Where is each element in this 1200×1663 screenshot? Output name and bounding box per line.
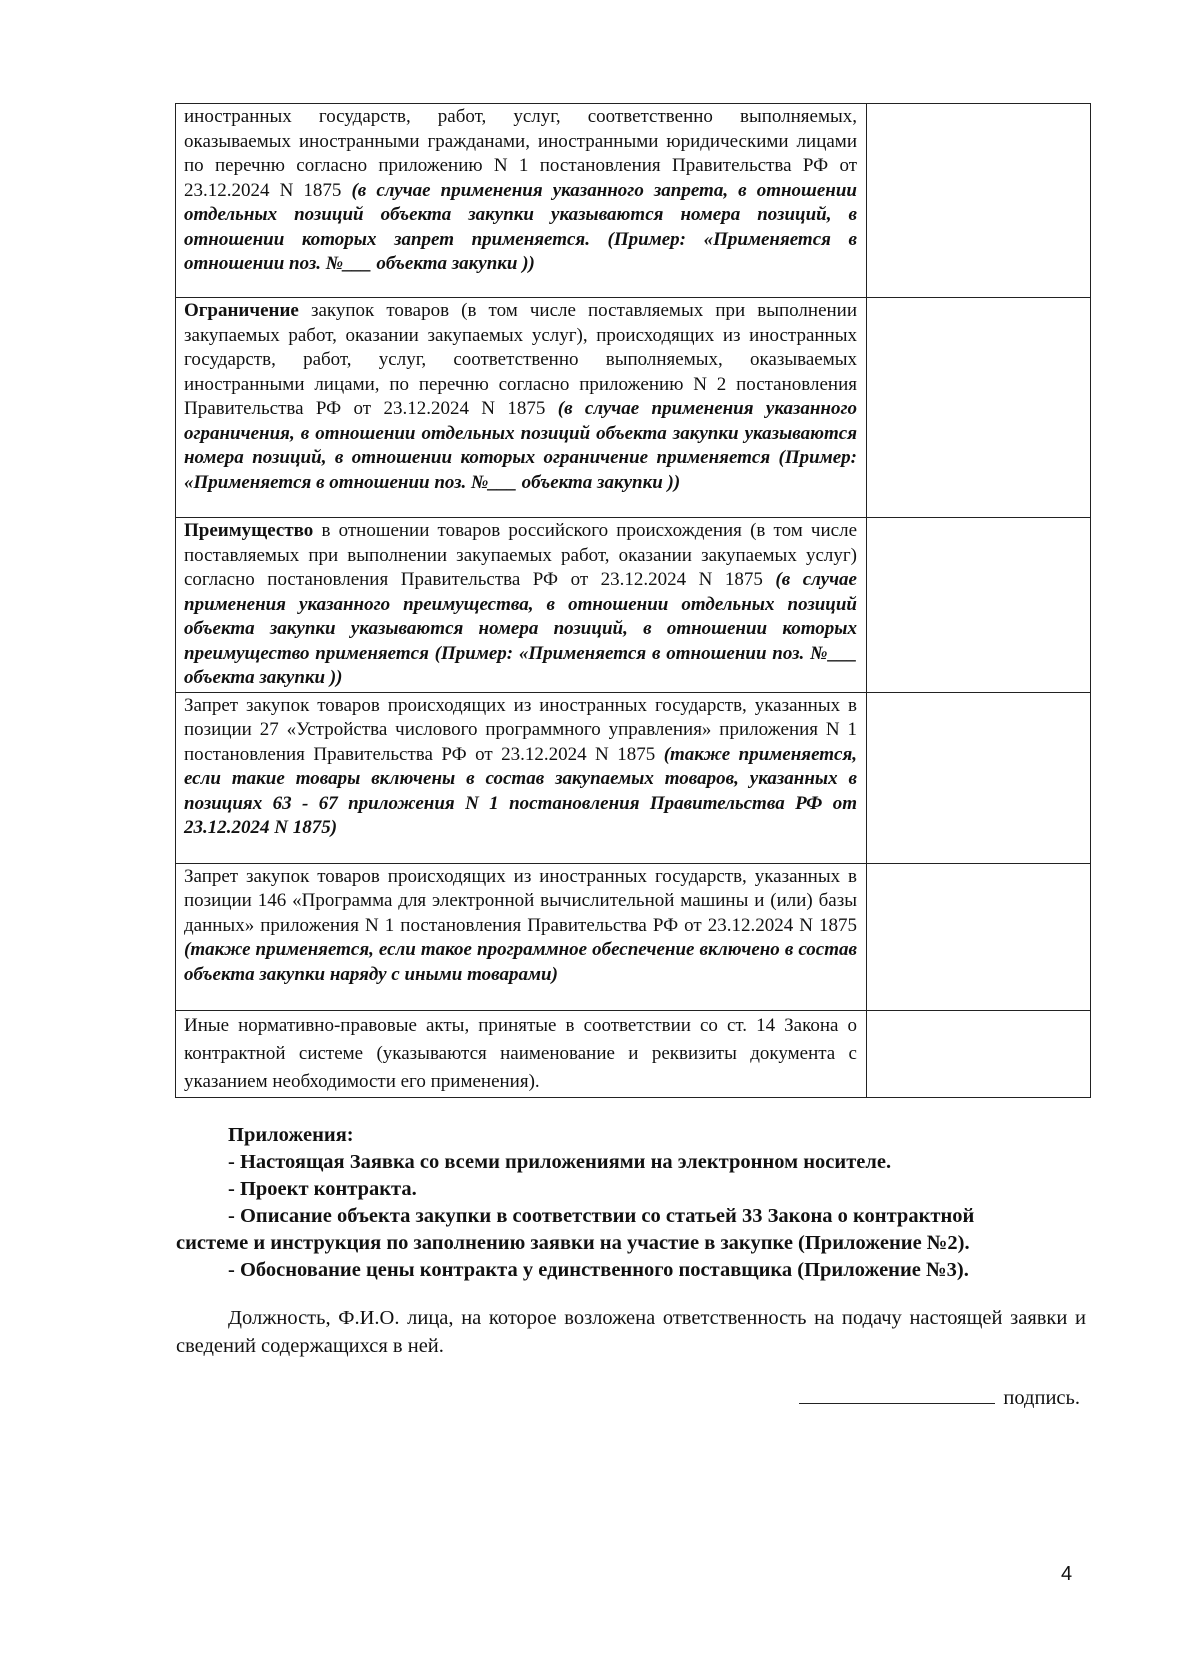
cell-text: в отношении товаров российского происхождения (в том числе поставляемых при выполнении закупаемых работ, оказании закупаемых услуг) согласно постановления Правительства РФ от 23.12.2024 N 1875: [184, 520, 857, 590]
table-row: [176, 863, 1091, 1010]
attachment-item: - Проект контракта.: [228, 1178, 417, 1200]
table-cell-empty: [867, 692, 1091, 863]
table-cell-empty: [867, 104, 1091, 298]
table-cell-text: [176, 518, 867, 693]
responsible-person-paragraph: [176, 1304, 1086, 1360]
table-row: [176, 692, 1091, 863]
attachment-item: - Настоящая Заявка со всеми приложениями на электронном носителе.: [228, 1151, 892, 1173]
table-cell-empty: [867, 518, 1091, 693]
attachment-item: - Обоснование цены контракта у единственного поставщика (Приложение №3).: [228, 1259, 969, 1281]
cell-italic-note: (в случае применения указанного ограничения, в отношении отдельных позиций объекта закупки указываются номера позиций, в отношении которых ограничение применяется (Пример: «Применяется в отношении поз. №___ объекта закупки )): [184, 398, 857, 493]
table-cell-text: [176, 863, 867, 1010]
signature-label: подпись.: [1003, 1387, 1080, 1409]
attachment-item-continuation: системе и инструкция по заполнению заявки на участие в закупке (Приложение №2).: [176, 1232, 970, 1254]
attachments-section: [176, 1122, 1086, 1284]
table-cell-text: [176, 104, 867, 298]
cell-bold-lead: Преимущество: [184, 520, 314, 541]
cell-text: Иные нормативно-правовые акты, принятые в соответствии со ст. 14 Закона о контрактной системе (указываются наименование и реквизиты документа с указанием необходимости его применения).: [184, 1014, 857, 1092]
attachments-heading: Приложения:: [228, 1124, 354, 1146]
table-row: [176, 1010, 1091, 1097]
cell-italic-note: (в случае применения указанного запрета, в отношении отдельных позиций объекта закупки указываются номера позиций, в отношении которых запрет применяется. (Пример: «Применяется в отношении поз. №___ объекта закупки )): [184, 179, 857, 274]
table-cell-empty: [867, 863, 1091, 1010]
table-cell-empty: [867, 298, 1091, 518]
table-cell-text: [176, 298, 867, 518]
table-row: [176, 104, 1091, 298]
cell-italic-note: (также применяется, если такое программное обеспечение включено в состав объекта закупки наряду с иными товарами): [184, 939, 857, 985]
table-row: [176, 298, 1091, 518]
cell-text: иностранных государств, работ, услуг, соответственно выполняемых, оказываемых иностранными гражданами, иностранными юридическими лицами по перечню согласно приложению N 1 постановления Правительства РФ от 23.12.2024 N 1875: [184, 106, 857, 201]
attachment-item: - Описание объекта закупки в соответствии со статьей 33 Закона о контрактной: [228, 1205, 975, 1227]
requirements-table: [175, 103, 1091, 1098]
cell-text: закупок товаров (в том числе поставляемых при выполнении закупаемых работ, оказании закупаемых услуг), происходящих из иностранных государств, работ, услуг, соответственно выполняемых, оказываемых иностранными лицами, по перечню согласно приложению N 2 постановления Правительства РФ от 23.12.2024 N 1875: [184, 300, 857, 419]
table-cell-empty: [867, 1010, 1091, 1097]
cell-text: Запрет закупок товаров происходящих из иностранных государств, указанных в позиции 146 «Программа для электронной вычислительной машины и (или) базы данных» приложения N 1 постановления Правительства РФ от 23.12.2024 N 1875: [184, 865, 857, 936]
signature-block: [799, 1385, 1080, 1410]
table-row: [176, 518, 1091, 693]
table-cell-text: [176, 692, 867, 863]
cell-italic-note: (в случае применения указанного преимущества, в отношении отдельных позиций объекта закупки указываются номера позиций, в отношении которых преимущество применяется (Пример: «Применяется в отношении поз. №___ объекта закупки )): [184, 569, 857, 688]
signature-line: [799, 1385, 995, 1404]
cell-text: Запрет закупок товаров происходящих из иностранных государств, указанных в позиции 27 «Устройства числового программного управления» приложения N 1 постановления Правительства РФ от 23.12.2024 N 1875: [184, 694, 857, 765]
cell-italic-note: (также применяется, если такие товары включены в состав закупаемых товаров, указанных в позициях 63 - 67 приложения N 1 постановления Правительства РФ от 23.12.2024 N 1875): [184, 743, 857, 838]
cell-bold-lead: Ограничение: [184, 300, 299, 321]
page-number: 4: [1061, 1563, 1073, 1585]
responsible-text: Должность, Ф.И.О. лица, на которое возложена ответственность на подачу настоящей заявки и сведений содержащихся в ней.: [176, 1307, 1086, 1357]
table-cell-text: [176, 1010, 867, 1097]
